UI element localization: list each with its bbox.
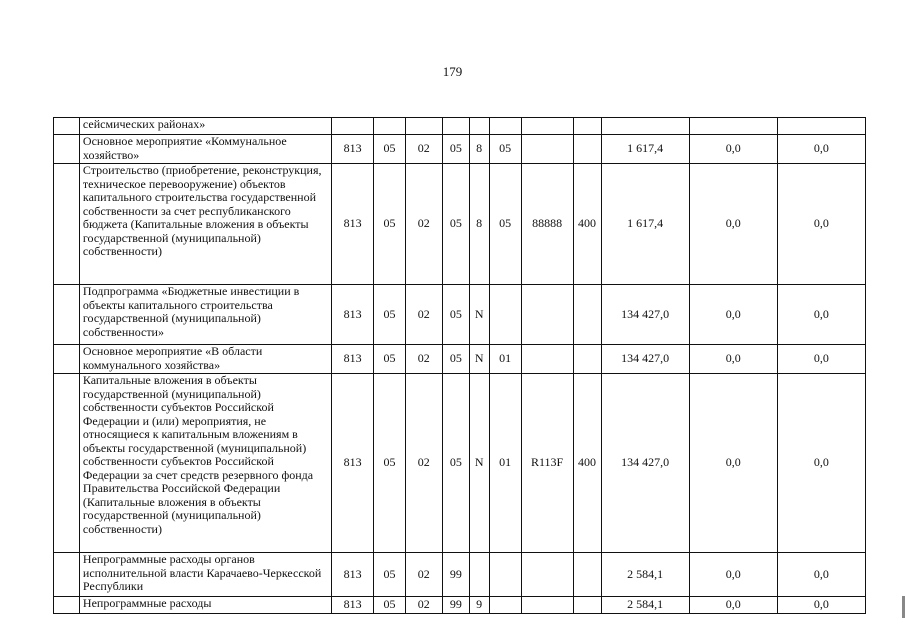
- amount-year-3: 0,0: [777, 345, 865, 374]
- subprogram-code: 8: [469, 135, 489, 164]
- program-code: 05: [442, 135, 469, 164]
- activity-code: 01: [489, 374, 521, 553]
- amount-year-1: 1 617,4: [601, 135, 689, 164]
- amount-year-1: 1 617,4: [601, 164, 689, 285]
- ministry-code: 813: [331, 285, 374, 345]
- section-code: 05: [374, 345, 405, 374]
- ministry-code: 813: [331, 374, 374, 553]
- subprogram-code: 9: [469, 597, 489, 614]
- expense-name: Капитальные вложения в объекты государственной (муниципальной) собственности субъектов Российской Федерации и (или) мероприятия, не относящиеся к капитальным вложениям в объекты государственной (муниципальной) собственности субъектов Российской Федерации за счет средств резервного фонда Правительства Российской Федерации (Капитальные вложения в объекты государственной (муниципальной) собственности): [79, 374, 331, 553]
- subsection-code: 02: [405, 164, 442, 285]
- section-code: 05: [374, 374, 405, 553]
- table-row: [54, 164, 866, 285]
- table-row: [54, 135, 866, 164]
- amount-year-3: [777, 118, 865, 135]
- section-code: 05: [374, 597, 405, 614]
- expense-name: Подпрограмма «Бюджетные инвестиции в объекты капитального строительства государственной (муниципальной) собственности»: [79, 285, 331, 345]
- amount-year-2: 0,0: [689, 285, 777, 345]
- row-number-cell: [54, 135, 80, 164]
- subsection-code: [405, 118, 442, 135]
- expense-type-code: [573, 285, 601, 345]
- amount-year-2: 0,0: [689, 553, 777, 597]
- amount-year-2: 0,0: [689, 164, 777, 285]
- program-code: 05: [442, 285, 469, 345]
- subprogram-code: [469, 118, 489, 135]
- amount-year-2: 0,0: [689, 345, 777, 374]
- table-row: [54, 118, 866, 135]
- amount-year-1: 2 584,1: [601, 553, 689, 597]
- program-code: 05: [442, 345, 469, 374]
- subprogram-code: N: [469, 345, 489, 374]
- activity-code: 01: [489, 345, 521, 374]
- expense-type-code: [573, 135, 601, 164]
- amount-year-3: 0,0: [777, 374, 865, 553]
- ministry-code: 813: [331, 553, 374, 597]
- activity-code: 05: [489, 164, 521, 285]
- section-code: [374, 118, 405, 135]
- expense-type-code: [573, 553, 601, 597]
- subprogram-code: [469, 553, 489, 597]
- table-row: [54, 553, 866, 597]
- section-code: 05: [374, 164, 405, 285]
- subprogram-code: N: [469, 374, 489, 553]
- program-code: 05: [442, 164, 469, 285]
- subsection-code: 02: [405, 374, 442, 553]
- amount-year-2: 0,0: [689, 135, 777, 164]
- amount-year-3: 0,0: [777, 285, 865, 345]
- table-row: [54, 374, 866, 553]
- direction-code: [521, 553, 573, 597]
- section-code: 05: [374, 135, 405, 164]
- expense-name: сейсмических районах»: [79, 118, 331, 135]
- direction-code: [521, 285, 573, 345]
- row-number-cell: [54, 597, 80, 614]
- activity-code: 05: [489, 135, 521, 164]
- section-code: 05: [374, 553, 405, 597]
- expense-type-code: 400: [573, 164, 601, 285]
- expense-name: Основное мероприятие «В области коммунального хозяйства»: [79, 345, 331, 374]
- amount-year-2: [689, 118, 777, 135]
- budget-table: [53, 117, 866, 614]
- amount-year-1: 134 427,0: [601, 345, 689, 374]
- subsection-code: 02: [405, 597, 442, 614]
- ministry-code: 813: [331, 135, 374, 164]
- direction-code: [521, 345, 573, 374]
- subsection-code: 02: [405, 345, 442, 374]
- subsection-code: 02: [405, 553, 442, 597]
- amount-year-1: 134 427,0: [601, 374, 689, 553]
- expense-type-code: [573, 118, 601, 135]
- activity-code: [489, 285, 521, 345]
- amount-year-3: 0,0: [777, 597, 865, 614]
- amount-year-1: [601, 118, 689, 135]
- activity-code: [489, 118, 521, 135]
- expense-name: Строительство (приобретение, реконструкция, техническое перевооружение) объектов капитального строительства государственной собственности за счет республиканского бюджета (Капитальные вложения в объекты государственной (муниципальной) собственности): [79, 164, 331, 285]
- page-number: 179: [442, 64, 463, 79]
- table-row: [54, 285, 866, 345]
- ministry-code: 813: [331, 345, 374, 374]
- subprogram-code: 8: [469, 164, 489, 285]
- subprogram-code: N: [469, 285, 489, 345]
- amount-year-2: 0,0: [689, 597, 777, 614]
- row-number-cell: [54, 285, 80, 345]
- program-code: [442, 118, 469, 135]
- amount-year-3: 0,0: [777, 164, 865, 285]
- expense-name: Непрограммные расходы: [79, 597, 331, 614]
- activity-code: [489, 553, 521, 597]
- table-row: [54, 345, 866, 374]
- program-code: 99: [442, 597, 469, 614]
- direction-code: [521, 135, 573, 164]
- row-number-cell: [54, 553, 80, 597]
- amount-year-1: 2 584,1: [601, 597, 689, 614]
- expense-type-code: [573, 597, 601, 614]
- direction-code: [521, 597, 573, 614]
- row-number-cell: [54, 374, 80, 553]
- section-code: 05: [374, 285, 405, 345]
- amount-year-1: 134 427,0: [601, 285, 689, 345]
- ministry-code: [331, 118, 374, 135]
- amount-year-3: 0,0: [777, 553, 865, 597]
- table-body: [54, 118, 866, 614]
- program-code: 05: [442, 374, 469, 553]
- ministry-code: 813: [331, 164, 374, 285]
- subsection-code: 02: [405, 285, 442, 345]
- amount-year-3: 0,0: [777, 135, 865, 164]
- row-number-cell: [54, 118, 80, 135]
- row-number-cell: [54, 345, 80, 374]
- activity-code: [489, 597, 521, 614]
- expense-type-code: 400: [573, 374, 601, 553]
- ministry-code: 813: [331, 597, 374, 614]
- program-code: 99: [442, 553, 469, 597]
- table-row: [54, 597, 866, 614]
- row-number-cell: [54, 164, 80, 285]
- expense-name: Непрограммные расходы органов исполнительной власти Карачаево-Черкесской Республики: [79, 553, 331, 597]
- direction-code: R113F: [521, 374, 573, 553]
- direction-code: [521, 118, 573, 135]
- subsection-code: 02: [405, 135, 442, 164]
- expense-name: Основное мероприятие «Коммунальное хозяйство»: [79, 135, 331, 164]
- direction-code: 88888: [521, 164, 573, 285]
- amount-year-2: 0,0: [689, 374, 777, 553]
- expense-type-code: [573, 345, 601, 374]
